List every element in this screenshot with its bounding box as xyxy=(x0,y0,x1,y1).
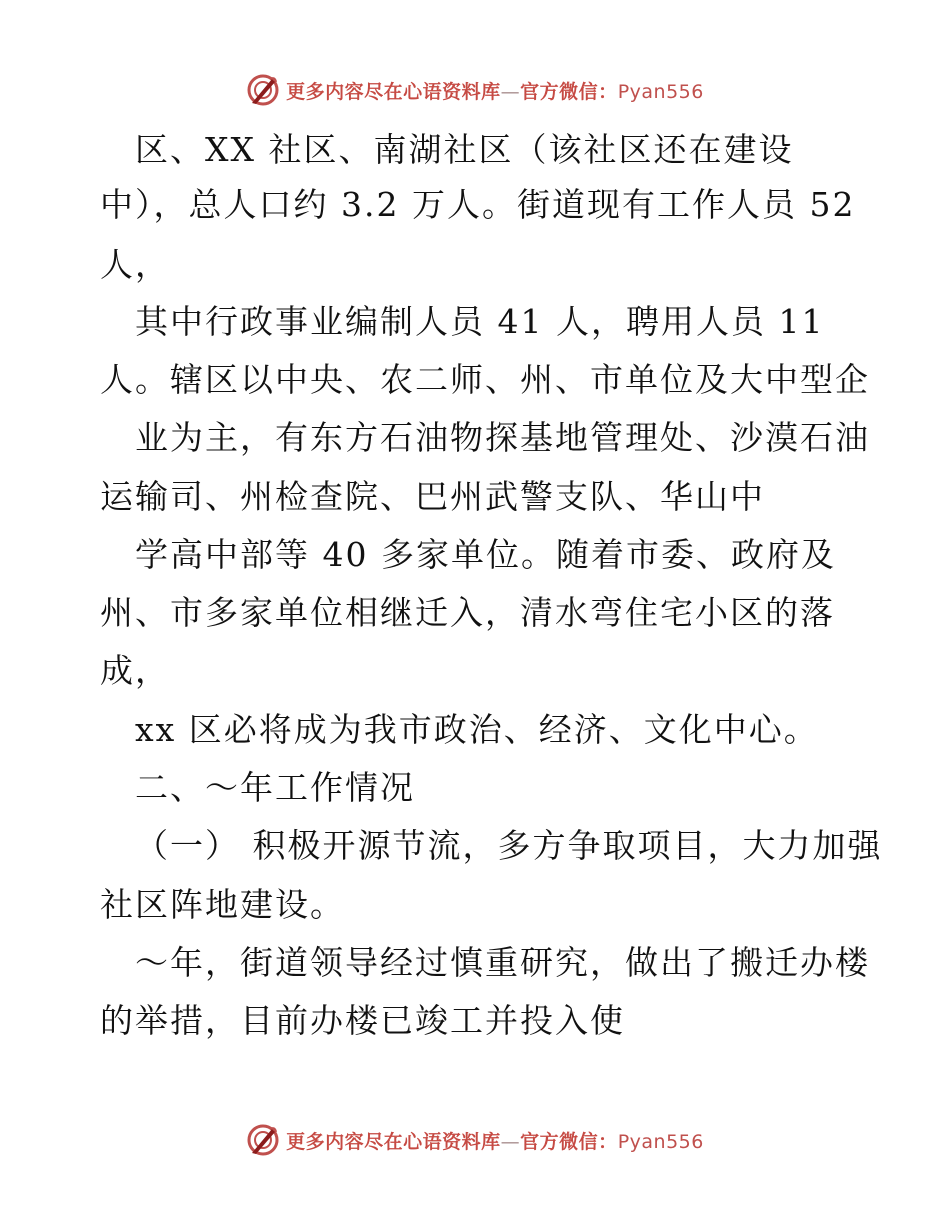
watermark-account: Pyan556 xyxy=(617,1130,704,1153)
body-line: ～年，街道领导经过慎重研究，做出了搬迁办楼 xyxy=(135,943,870,982)
body-line: 人。辖区以中央、农二师、州、市单位及大中型企 xyxy=(100,360,870,399)
watermark-text xyxy=(286,1127,704,1154)
watermark-text xyxy=(286,77,704,104)
subsection-heading: （一） 积极开源节流，多方争取项目，大力加强 xyxy=(135,826,883,865)
section-heading: 二、～年工作情况 xyxy=(135,768,415,807)
watermark-account: Pyan556 xyxy=(617,80,704,103)
watermark-label: 官方微信： xyxy=(520,80,618,103)
body-line: 人， xyxy=(100,245,170,284)
header-watermark xyxy=(0,70,950,110)
quill-seal-icon xyxy=(246,73,280,107)
body-line: 成， xyxy=(100,651,170,690)
watermark-brand: 更多内容尽在心语资料库 xyxy=(286,80,501,103)
body-line: 州、市多家单位相继迁入，清水弯住宅小区的落 xyxy=(100,593,835,632)
body-line: 中），总人口约 3.2 万人。街道现有工作人员 52 xyxy=(100,185,856,224)
watermark-brand: 更多内容尽在心语资料库 xyxy=(286,1130,501,1153)
body-line: xx 区必将成为我市政治、经济、文化中心。 xyxy=(135,710,819,749)
watermark-separator: — xyxy=(500,80,521,103)
body-line: 区、XX 社区、南湖社区（该社区还在建设 xyxy=(135,130,794,169)
quill-seal-icon xyxy=(246,1123,280,1157)
body-line: 社区阵地建设。 xyxy=(100,885,345,924)
body-line: 运输司、州检查院、巴州武警支队、华山中 xyxy=(100,477,765,516)
body-line: 的举措，目前办楼已竣工并投入使 xyxy=(100,1001,625,1040)
body-line: 其中行政事业编制人员 41 人，聘用人员 11 xyxy=(135,302,825,341)
watermark-separator: — xyxy=(500,1130,521,1153)
body-line: 学高中部等 40 多家单位。随着市委、政府及 xyxy=(135,535,836,574)
watermark-label: 官方微信： xyxy=(520,1130,618,1153)
body-line: 业为主，有东方石油物探基地管理处、沙漠石油 xyxy=(135,418,870,457)
footer-watermark xyxy=(0,1120,950,1160)
